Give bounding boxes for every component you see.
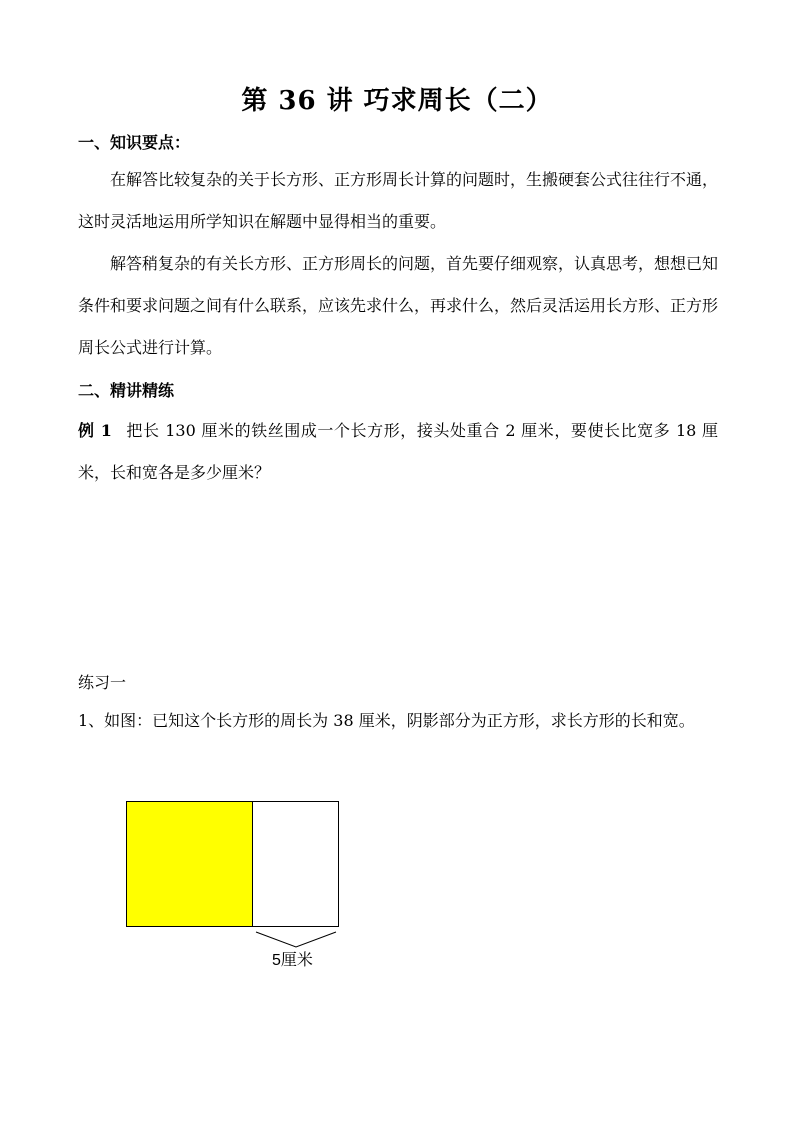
example-text: 把长 130 厘米的铁丝围成一个长方形，接头处重合 2 厘米，要使长比宽多 18 厘米，长和宽各是多少厘米？ xyxy=(78,421,718,482)
knowledge-paragraph-2: 解答稍复杂的有关长方形、正方形周长的问题，首先要仔细观察，认真思考，想想已知条件和要求问题之间有什么联系，应该先求什么，再求什么，然后灵活运用长方形、正方形周长公式进行计算。 xyxy=(78,254,719,357)
page-title: 第 36 讲 巧求周长（二） xyxy=(241,86,553,116)
knowledge-paragraph-1: 在解答比较复杂的关于长方形、正方形周长计算的问题时，生搬硬套公式往往行不通，这时灵活地运用所学知识在解题中显得相当的重要。 xyxy=(78,170,719,231)
rectangle-figure xyxy=(126,801,340,971)
section-heading-lecture: 二、精讲精练 xyxy=(78,381,175,400)
rectangle-diagram xyxy=(126,801,340,951)
white-rectangle-part xyxy=(253,802,339,927)
practice-heading: 练习一 xyxy=(78,673,127,692)
practice-question-1: 1、如图：已知这个长方形的周长为 38 厘米，阴影部分为正方形，求长方形的长和宽。 xyxy=(78,711,695,730)
example-1 xyxy=(78,410,718,494)
width-label: 5厘米 xyxy=(272,952,313,969)
example-label: 例 1 xyxy=(78,421,112,440)
measure-brace xyxy=(256,932,336,947)
shaded-square xyxy=(127,802,253,927)
section-heading-knowledge: 一、知识要点： xyxy=(78,133,191,152)
